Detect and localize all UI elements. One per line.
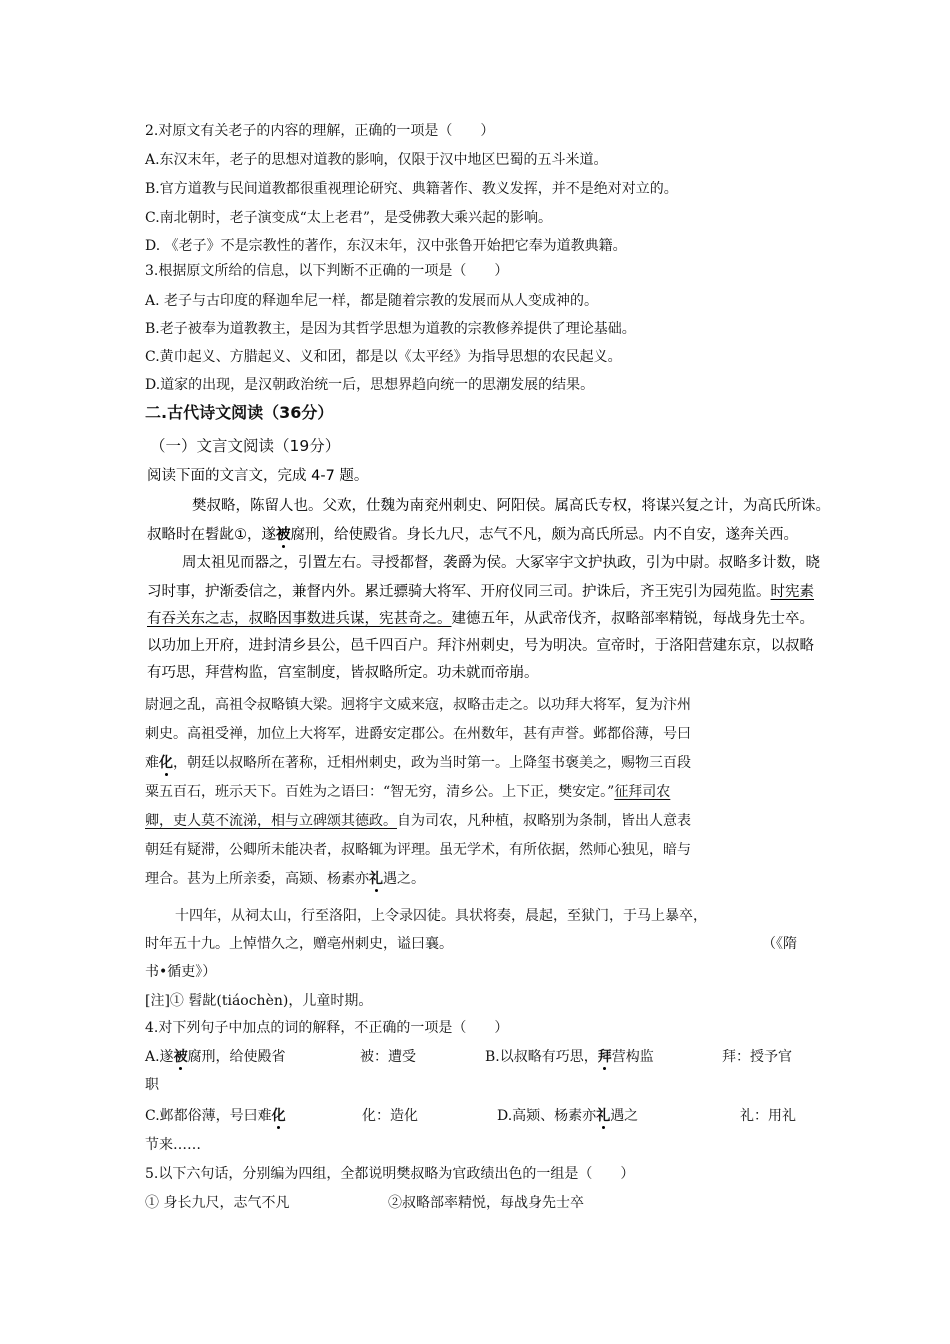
passage-line: 樊叔略，陈留人也。父欢，仕魏为南兖州刺史、阿阳侯。属高氏专权，将谋兴复之计，为高氏所诛。 — [192, 498, 830, 514]
q2-option-b: B.官方道教与民间道教都很重视理论研究、典籍著作、教义发挥，并不是绝对对立的。 — [145, 181, 678, 197]
q4-option-c: C.邺都俗薄，号曰难化 — [145, 1108, 286, 1124]
passage-line: 以功加上开府，进封清乡县公，邑千四百户。拜汴州刺史，号为明决。宣帝时，于洛阳营建东京，以叔略 — [147, 638, 814, 654]
subsection-title: （一）文言文阅读（19分） — [150, 437, 341, 455]
underlined-sentence: 有吞关东之志，叔略因事数进兵谋，宪甚奇之。 — [147, 611, 452, 627]
q3-option-c: C.黄巾起义、方腊起义、义和团，都是以《太平经》为指导思想的农民起义。 — [145, 349, 622, 365]
passage-line: 刺史。高祖受禅，加位上大将军，进爵安定郡公。在州数年，甚有声誉。邺都俗薄，号曰 — [145, 726, 691, 742]
dotted-word: 礼 — [369, 871, 383, 887]
section-title: 二.古代诗文阅读（36分） — [145, 403, 334, 422]
q4-option-d: D.高颎、杨素亦礼遇之 — [497, 1108, 639, 1124]
passage-line: 难化，朝廷以叔略所在著称，迁相州刺史，政为当时第一。上降玺书褒美之，赐物三百段 — [145, 755, 691, 771]
q5-stem: 5.以下六句话，分别编为四组，全都说明樊叔略为官政绩出色的一组是（ ） — [145, 1166, 635, 1182]
dotted-word: 礼 — [596, 1108, 611, 1124]
q3-option-b: B.老子被奉为道教教主，是因为其哲学思想为道教的宗教修养提供了理论基础。 — [145, 321, 636, 337]
q4-option-c-gloss: 化：造化 — [362, 1108, 418, 1124]
reading-instruction: 阅读下面的文言文，完成 4-7 题。 — [147, 468, 369, 484]
passage-line: 卿，吏人莫不流涕，相与立碑颂其德政。自为司农，凡种植，叔略别为条制，皆出人意表 — [145, 813, 691, 829]
source-citation: 书•循吏》） — [145, 964, 217, 980]
underlined-sentence: 征拜司农 — [614, 784, 671, 800]
q2-option-d: D. 《老子》不是宗教性的著作，东汉末年，汉中张鲁开始把它奉为道教典籍。 — [145, 238, 627, 254]
q2-option-c: C.南北朝时，老子演变成“太上老君”，是受佛教大乘兴起的影响。 — [145, 210, 552, 226]
q5-item-1: ① 身长九尺，志气不凡 — [145, 1195, 290, 1211]
passage-line: 理合。甚为上所亲委，高颎、杨素亦礼遇之。 — [145, 871, 425, 887]
q2-option-a: A.东汉末年，老子的思想对道教的影响，仅限于汉中地区巴蜀的五斗米道。 — [145, 152, 608, 168]
q4-option-b-continued: 职 — [145, 1077, 159, 1093]
q4-option-b-gloss: 拜：授予官 — [722, 1049, 792, 1065]
annotation-note: [注]① 髫龀(tiáochèn)，儿童时期。 — [145, 993, 373, 1009]
source-citation: （《隋 — [762, 936, 797, 952]
underlined-sentence: 时宪素 — [770, 584, 814, 600]
passage-line: 尉迥之乱，高祖令叔略镇大梁。迥将宇文威来寇，叔略击走之。以功拜大将军，复为汴州 — [145, 697, 691, 713]
passage-line: 叔略时在髫龀①，遂被腐刑，给使殿省。身长九尺，志气不凡，颇为高氏所忌。内不自安，遂奔关西。 — [147, 527, 798, 543]
q2-stem: 2.对原文有关老子的内容的理解，正确的一项是（ ） — [145, 123, 495, 139]
q4-option-a: A.遂被腐刑，给使殿省 — [145, 1049, 286, 1065]
dotted-word: 被 — [173, 1049, 188, 1065]
q4-option-b: B.以叔略有巧思，拜营构监 — [485, 1049, 654, 1065]
dotted-word: 化 — [271, 1108, 286, 1124]
passage-line: 朝廷有疑滞，公卿所未能决者，叔略辄为评理。虽无学术，有所依据，然师心独见，暗与 — [145, 842, 691, 858]
q4-option-d-continued: 节来…… — [145, 1137, 201, 1153]
dotted-word: 拜 — [597, 1049, 612, 1065]
q3-option-a: A. 老子与古印度的释迦牟尼一样，都是随着宗教的发展而从人变成神的。 — [145, 293, 599, 309]
passage-line: 粟五百石，班示天下。百姓为之语曰：“智无穷，清乡公。上下正，樊安定。”征拜司农 — [145, 784, 671, 800]
passage-line: 十四年，从祠太山，行至洛阳，上令录囚徒。具状将奏，晨起，至狱门，于马上暴卒， — [175, 908, 707, 924]
passage-line: 时年五十九。上悼惜久之，赠亳州刺史，谥曰襄。 — [145, 936, 453, 952]
q3-stem: 3.根据原文所给的信息，以下判断不正确的一项是（ ） — [145, 263, 509, 279]
q4-option-d-gloss: 礼：用礼 — [740, 1108, 796, 1124]
passage-line: 习时事，护渐委信之，兼督内外。累迁骠骑大将军、开府仪同三司。护诛后，齐王宪引为园苑监。时宪素 — [147, 584, 814, 600]
q5-item-2: ②叔略部率精悦，每战身先士卒 — [388, 1195, 584, 1211]
passage-line: 周太祖见而器之，引置左右。寻授都督，袭爵为侯。大冢宰宇文护执政，引为中尉。叔略多计数，晓 — [182, 555, 820, 571]
q4-option-a-gloss: 被：遭受 — [360, 1049, 416, 1065]
dotted-word: 被 — [276, 527, 291, 543]
passage-line: 有吞关东之志，叔略因事数进兵谋，宪甚奇之。建德五年，从武帝伐齐，叔略部率精锐，每战身先士卒。 — [147, 611, 814, 627]
passage-line: 有巧思，拜营构监，宫室制度，皆叔略所定。功未就而帝崩。 — [147, 665, 539, 681]
underlined-sentence: 卿，吏人莫不流涕，相与立碑颂其德政。 — [145, 813, 397, 829]
q4-stem: 4.对下列句子中加点的词的解释，不正确的一项是（ ） — [145, 1020, 509, 1036]
q3-option-d: D.道家的出现，是汉朝政治统一后，思想界趋向统一的思潮发展的结果。 — [145, 377, 595, 393]
dotted-word: 化 — [159, 755, 173, 771]
